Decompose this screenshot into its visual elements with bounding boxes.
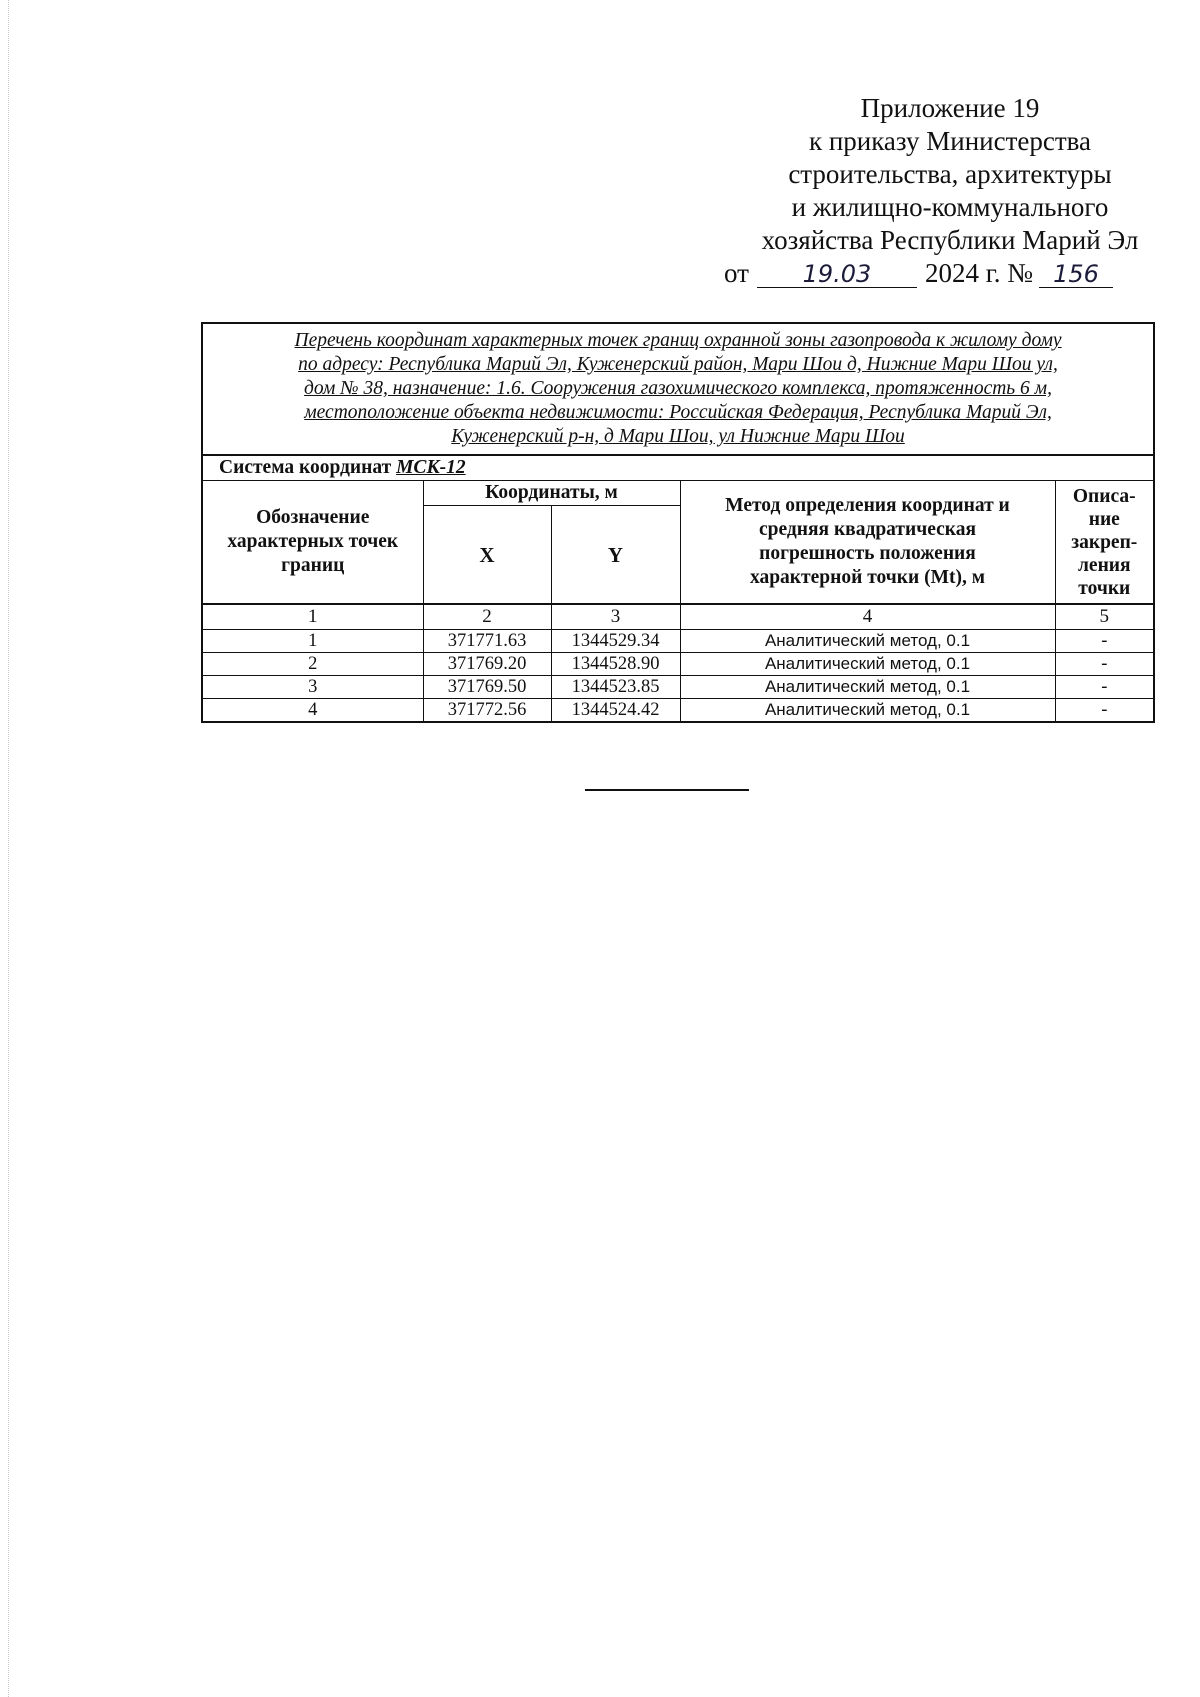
appendix-line: хозяйства Республики Марий Эл — [761, 225, 1139, 255]
header-text: Обозначение — [256, 507, 370, 528]
column-number: 4 — [680, 604, 1055, 630]
caption-line: Перечень координат характерных точек границ охранной зоны газопровода к жилому дому — [294, 330, 1062, 351]
column-number: 3 — [551, 604, 680, 630]
header-x: X — [423, 506, 551, 605]
order-date-line — [700, 257, 1200, 290]
caption-line: местоположение объекта недвижимости: Российская Федерация, Республика Марий Эл, — [304, 402, 1052, 423]
header-y: Y — [551, 506, 680, 605]
table-row — [202, 630, 1154, 653]
date-prefix: от — [724, 258, 749, 288]
cell-x: 371769.50 — [423, 676, 551, 699]
end-of-document-rule — [585, 789, 749, 791]
table-row — [202, 676, 1154, 699]
cell-method: Аналитический метод, 0.1 — [680, 699, 1055, 723]
appendix-line: и жилищно-коммунального — [791, 192, 1109, 222]
table-caption — [202, 323, 1154, 455]
column-number: 2 — [423, 604, 551, 630]
header-text: характерных точек — [227, 531, 399, 552]
cell-description: - — [1055, 676, 1154, 699]
handwritten-date: 19.03 — [757, 261, 917, 288]
cell-method: Аналитический метод, 0.1 — [680, 630, 1055, 653]
table-row — [202, 653, 1154, 676]
year-text: 2024 г. № — [924, 258, 1033, 288]
header-text: ления — [1077, 554, 1131, 576]
cell-y: 1344524.42 — [551, 699, 680, 723]
column-number: 5 — [1055, 604, 1154, 630]
header-point-designation — [202, 481, 423, 605]
column-number: 1 — [202, 604, 423, 630]
header-text: характерной точки (Mt), м — [749, 567, 986, 588]
coordinate-system-value: МСК-12 — [396, 457, 466, 478]
header-text: границ — [281, 555, 345, 576]
coordinates-table — [201, 322, 1155, 723]
caption-line: дом № 38, назначение: 1.6. Сооружения газохимического комплекса, протяженность 6 м, — [304, 378, 1053, 399]
cell-y: 1344529.34 — [551, 630, 680, 653]
header-description — [1055, 481, 1154, 605]
scan-page-edge — [8, 0, 9, 1697]
table-row — [202, 699, 1154, 723]
header-text: точки — [1078, 577, 1131, 599]
appendix-line: Приложение 19 — [860, 93, 1040, 123]
cell-description: - — [1055, 699, 1154, 723]
coordinate-system-label: Система координат — [219, 457, 392, 478]
header-text: закреп- — [1071, 531, 1138, 553]
header-text: погрешность положения — [759, 543, 976, 564]
handwritten-order-number: 156 — [1039, 261, 1113, 288]
cell-point: 1 — [202, 630, 423, 653]
column-numbers-row — [202, 604, 1154, 630]
coordinate-system-row — [202, 455, 1154, 481]
cell-x: 371772.56 — [423, 699, 551, 723]
cell-y: 1344528.90 — [551, 653, 680, 676]
cell-point: 4 — [202, 699, 423, 723]
header-coordinates: Координаты, м — [423, 481, 680, 506]
cell-method: Аналитический метод, 0.1 — [680, 653, 1055, 676]
appendix-line: строительства, архитектуры — [788, 159, 1112, 189]
cell-description: - — [1055, 630, 1154, 653]
cell-method: Аналитический метод, 0.1 — [680, 676, 1055, 699]
cell-y: 1344523.85 — [551, 676, 680, 699]
cell-point: 3 — [202, 676, 423, 699]
header-text: Метод определения координат и — [725, 495, 1010, 516]
cell-point: 2 — [202, 653, 423, 676]
appendix-header — [700, 92, 1200, 290]
caption-line: по адресу: Республика Марий Эл, Куженерский район, Мари Шои д, Нижние Мари Шои ул, — [298, 354, 1058, 375]
caption-line: Куженерский р-н, д Мари Шои, ул Нижние Мари Шои — [451, 426, 905, 447]
header-text: ние — [1088, 508, 1120, 530]
cell-x: 371769.20 — [423, 653, 551, 676]
header-text: средняя квадратическая — [758, 519, 977, 540]
appendix-line: к приказу Министерства — [808, 126, 1092, 156]
cell-description: - — [1055, 653, 1154, 676]
header-text: Описа- — [1072, 485, 1136, 507]
header-method — [680, 481, 1055, 605]
cell-x: 371771.63 — [423, 630, 551, 653]
